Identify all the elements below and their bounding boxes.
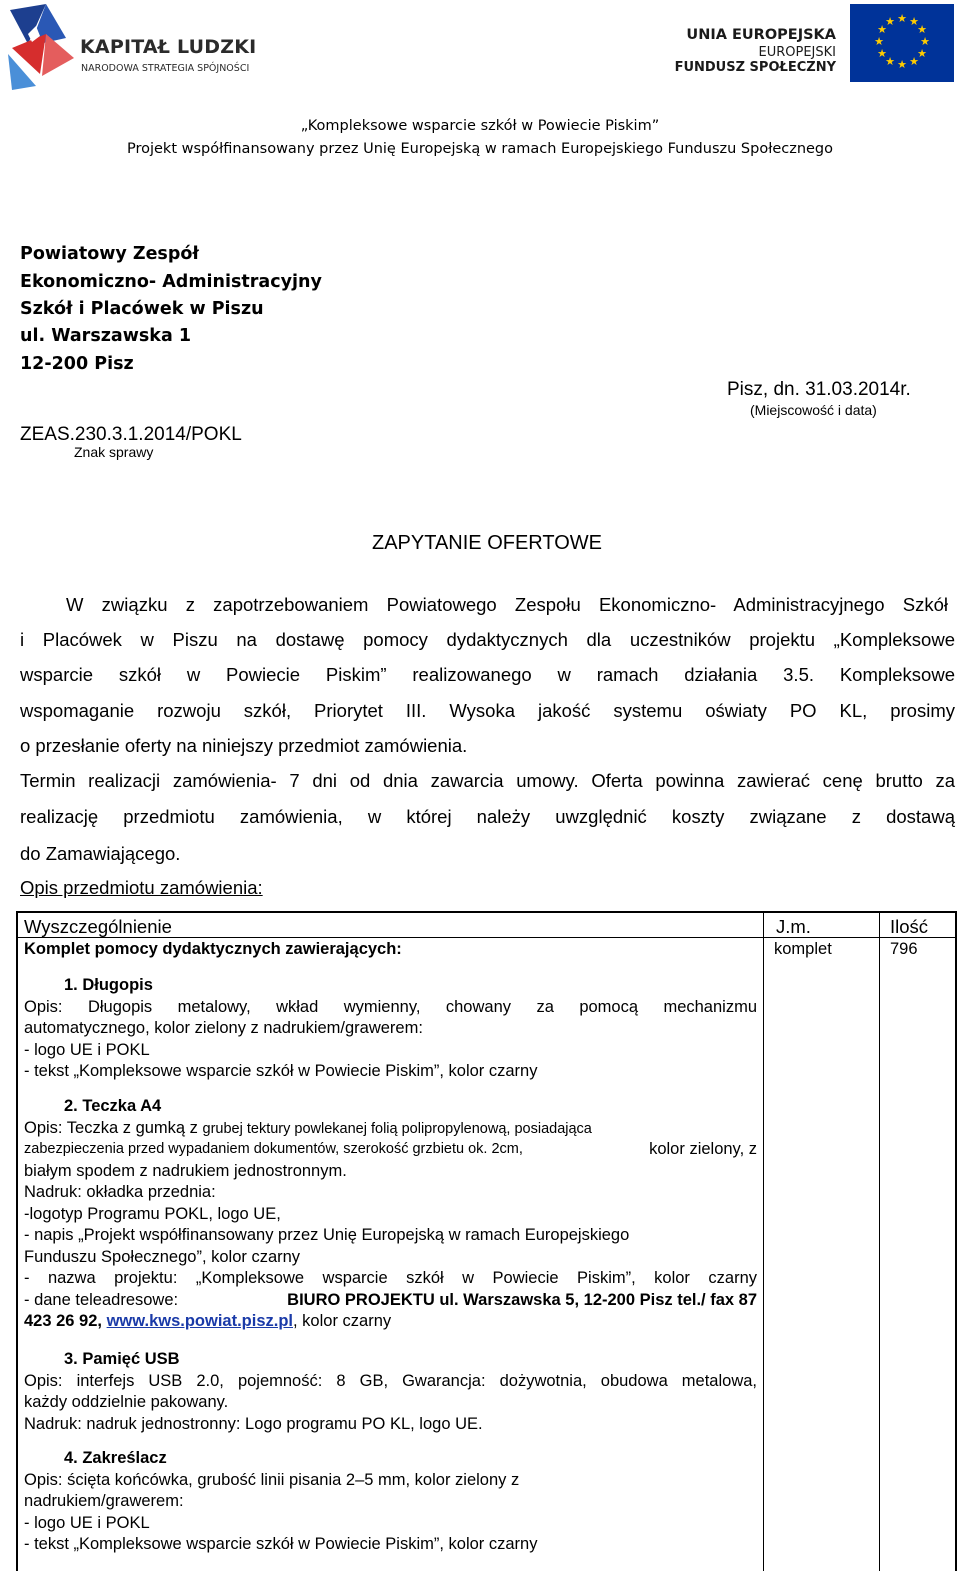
item-title: 2. Teczka A4 (64, 1097, 162, 1115)
item-line: -logotyp Programu POKL, logo UE, (24, 1204, 281, 1223)
case-reference-label: Znak sprawy (74, 444, 154, 460)
item-line: nadrukiem/grawerem: (24, 1492, 184, 1510)
svg-text:★: ★ (920, 35, 930, 48)
sender-line-5: 12-200 Pisz (20, 354, 134, 374)
svg-text:★: ★ (909, 15, 919, 28)
item-line: Funduszu Społecznego”, kolor czarny (24, 1247, 301, 1266)
place-date-label: (Miejscowość i data) (750, 402, 877, 418)
body-p1-line2: i Placówek w Piszu na dostawę pomocy dydaktycznych dla uczestników projektu „Kompleksowe (20, 629, 955, 650)
item-line-part: 423 26 92, (24, 1312, 102, 1330)
item-pamiec-usb (24, 1349, 757, 1435)
case-reference: ZEAS.230.3.1.2014/POKL (20, 424, 242, 445)
body-p2-line2: realizację przedmiotu zamówienia, w której należy uwzględnić koszty związane z dostawą (20, 806, 955, 827)
eu-flag-icon (850, 4, 954, 82)
item-title: 1. Długopis (64, 976, 153, 994)
kapital-ludzki-subtitle: NARODOWA STRATEGIA SPÓJNOŚCI (81, 63, 250, 74)
svg-text:★: ★ (917, 23, 927, 36)
sender-line-4: ul. Warszawska 1 (20, 326, 192, 346)
item-line: Nadruk: nadruk jednostronny: Logo programu PO KL, logo UE. (24, 1414, 483, 1433)
svg-text:★: ★ (877, 23, 887, 36)
row-title: Komplet pomocy dydaktycznych zawierających: (24, 940, 402, 958)
website-link[interactable]: www.kws.powiat.pisz.pl (106, 1312, 294, 1330)
item-line: każdy oddzielnie pakowany. (24, 1393, 229, 1411)
item-line-part: - dane teleadresowe: (24, 1290, 179, 1309)
item-line-part: , kolor czarny (293, 1312, 392, 1330)
item-title: 3. Pamięć USB (64, 1350, 180, 1368)
item-line: - logo UE i POKL (24, 1513, 150, 1532)
item-line: automatycznego, kolor zielony z nadrukiem/grawerem: (24, 1019, 423, 1037)
item-line-part: grubej tektury powlekanej folią polipropylenową, posiadająca (202, 1120, 592, 1137)
item-teczka (24, 1096, 757, 1333)
body-p2-line3: do Zamawiającego. (20, 843, 181, 864)
item-line: Nadruk: okładka przednia: (24, 1183, 216, 1201)
item-line: Opis: ścięta końcówka, grubość linii pisania 2–5 mm, kolor zielony z (24, 1470, 520, 1489)
item-line: - napis „Projekt współfinansowany przez Unię Europejską w ramach Europejskiego (24, 1226, 630, 1244)
item-line: - nazwa projektu: „Kompleksowe wsparcie szkół w Powiecie Piskim”, kolor czarny (24, 1269, 757, 1287)
row-unit: komplet (774, 940, 832, 958)
item-line: Opis: Długopis metalowy, wkład wymienny, chowany za pomocą mechanizmu (24, 997, 757, 1016)
document-title: ZAPYTANIE OFERTOWE (371, 532, 603, 554)
body-p1-line3: wsparcie szkół w Powiecie Piskim” realizowanego w ramach działania 3.5. Kompleksowe (20, 664, 955, 685)
eu-logo-line2: EUROPEJSKI (758, 45, 836, 60)
svg-text:★: ★ (897, 12, 907, 25)
eu-logo (674, 2, 956, 82)
header-spec: Wyszczególnienie (24, 916, 172, 937)
sender-line-1: Powiatowy Zespół (20, 244, 199, 264)
header-unit: J.m. (776, 916, 811, 937)
eu-logo-line1: UNIA EUROPEJSKA (686, 27, 836, 43)
item-line (24, 1290, 757, 1312)
cofinance-line: Projekt współfinansowany przez Unię Europejską w ramach Europejskiego Funduszu Społecznego (126, 141, 834, 157)
body-p1-line1: W związku z zapotrzebowaniem Powiatowego Zespołu Ekonomiczno- Administracyjnego Szkół (66, 594, 948, 615)
item-line-part: kolor zielony, z (649, 1140, 757, 1158)
body-p2-line1: Termin realizacji zamówienia- 7 dni od dnia zawarcia umowy. Oferta powinna zawierać cenę brutto za (20, 770, 955, 791)
item-dlugopis (24, 975, 757, 1083)
kapital-ludzki-emblem-icon (6, 4, 78, 92)
item-line (24, 1118, 757, 1140)
item-line-part: zabezpieczenia przed wypadaniem dokumentów, szerokość grzbietu ok. 2cm, (24, 1141, 523, 1157)
item-line: białym spodem z nadrukiem jednostronnym. (24, 1161, 347, 1180)
svg-text:★: ★ (874, 35, 884, 48)
kapital-ludzki-title: KAPITAŁ LUDZKI (80, 36, 257, 58)
item-line: Opis: interfejs USB 2.0, pojemność: 8 GB, Gwarancja: dożywotnia, obudowa metalowa, (24, 1371, 757, 1390)
item-title: 4. Zakreślacz (64, 1449, 167, 1467)
item-line-part: Opis: Teczka z gumką z (24, 1118, 198, 1137)
item-line: - tekst „Kompleksowe wsparcie szkół w Powiecie Piskim”, kolor czarny (24, 1535, 538, 1553)
item-line: - logo UE i POKL (24, 1040, 150, 1059)
item-zakreslacz (24, 1448, 757, 1556)
svg-text:★: ★ (917, 47, 927, 60)
kapital-ludzki-logo (6, 4, 266, 92)
sender-line-2: Ekonomiczno- Administracyjny (20, 272, 322, 292)
svg-text:★: ★ (897, 58, 907, 71)
body-p1-line5: o przesłanie oferty na niniejszy przedmiot zamówienia. (20, 735, 468, 756)
svg-text:★: ★ (909, 55, 919, 68)
subject-heading: Opis przedmiotu zamówienia: (20, 877, 263, 898)
eu-logo-line3: FUNDUSZ SPOŁECZNY (674, 60, 836, 75)
row-qty: 796 (890, 940, 918, 958)
place-date: Pisz, dn. 31.03.2014r. (727, 379, 911, 400)
item-line-part: BIURO PROJEKTU ul. Warszawska 5, 12-200 Pisz tel./ fax 87 (287, 1290, 757, 1309)
table-divider-unit (763, 913, 764, 1571)
svg-text:★: ★ (877, 47, 887, 60)
svg-text:★: ★ (885, 55, 895, 68)
order-table (16, 911, 957, 1571)
item-line (24, 1311, 757, 1333)
sender-line-3: Szkół i Placówek w Piszu (20, 299, 264, 319)
header-qty: Ilość (890, 916, 929, 937)
item-line (24, 1139, 757, 1161)
item-line: - tekst „Kompleksowe wsparcie szkół w Powiecie Piskim”, kolor czarny (24, 1062, 538, 1080)
table-divider-qty (879, 913, 880, 1571)
svg-text:★: ★ (885, 15, 895, 28)
body-p1-line4: wspomaganie rozwoju szkół, Priorytet III. Wysoka jakość systemu oświaty PO KL, prosimy (20, 700, 955, 721)
project-name: „Kompleksowe wsparcie szkół w Powiecie Piskim” (300, 118, 660, 134)
